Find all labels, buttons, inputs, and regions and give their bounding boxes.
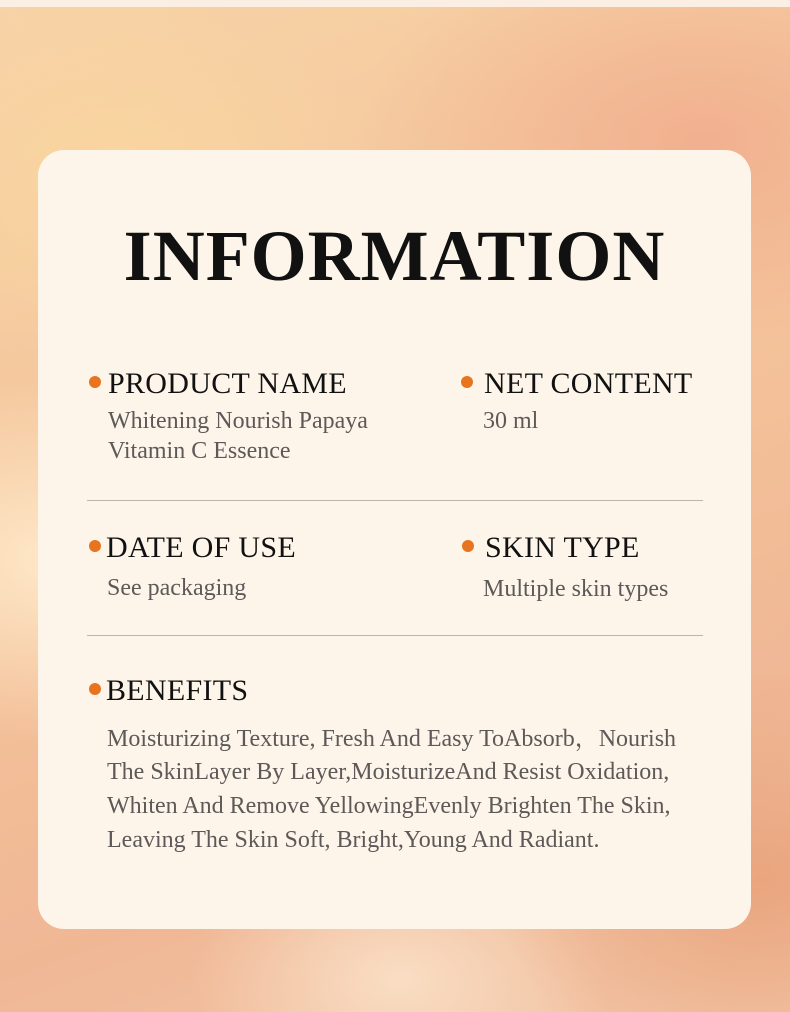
benefits-line: Whiten And Remove YellowingEvenly Brighten The Skin,	[107, 793, 671, 819]
benefits-heading: BENEFITS	[106, 674, 249, 707]
information-card	[38, 150, 751, 929]
date-of-use-heading: DATE OF USE	[106, 531, 296, 564]
product-name-value-line1: Whitening Nourish Papaya	[108, 408, 368, 434]
net-content-heading: NET CONTENT	[484, 367, 693, 400]
divider	[87, 500, 703, 501]
date-of-use-value: See packaging	[107, 575, 247, 601]
bullet-dot-icon	[461, 376, 473, 388]
product-name-heading: PRODUCT NAME	[108, 367, 347, 400]
product-name-value-line2: Vitamin C Essence	[108, 438, 291, 464]
bullet-dot-icon	[89, 376, 101, 388]
divider	[87, 635, 703, 636]
benefits-line: Leaving The Skin Soft, Bright,Young And Radiant.	[107, 827, 600, 853]
top-strip	[0, 0, 790, 7]
benefits-line: The SkinLayer By Layer,MoisturizeAnd Resist Oxidation,	[107, 759, 670, 785]
skin-type-value: Multiple skin types	[483, 576, 669, 602]
bullet-dot-icon	[89, 540, 101, 552]
skin-type-heading: SKIN TYPE	[485, 531, 640, 564]
bullet-dot-icon	[89, 683, 101, 695]
bullet-dot-icon	[462, 540, 474, 552]
page-title: INFORMATION	[123, 216, 666, 296]
net-content-value: 30 ml	[483, 408, 539, 434]
benefits-line: Moisturizing Texture, Fresh And Easy ToAbsorb，Nourish	[107, 726, 677, 752]
